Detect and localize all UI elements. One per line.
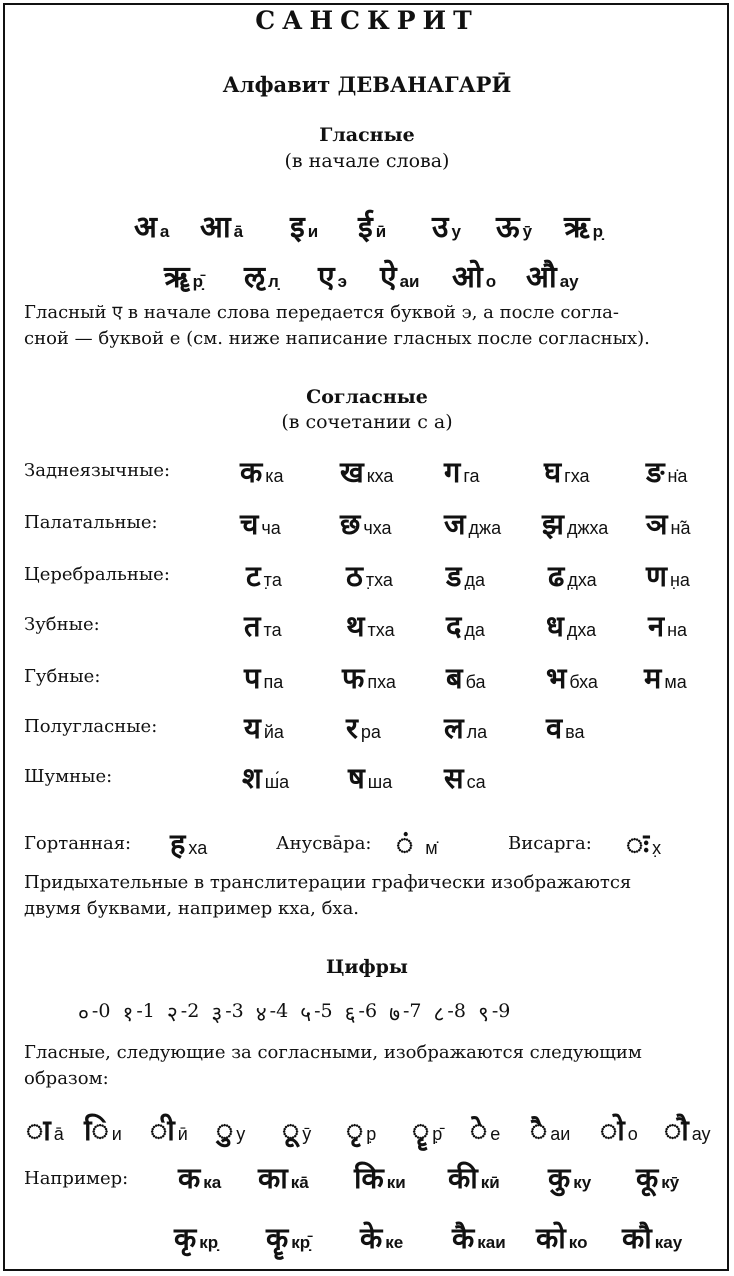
vowel-item: आ ā bbox=[200, 210, 244, 245]
vowel-sign: ा ā bbox=[26, 1113, 64, 1147]
consonant-item: व ва bbox=[546, 711, 585, 745]
consonant-item: थ тха bbox=[346, 609, 395, 643]
vowel-sign: ू ӯ bbox=[282, 1113, 312, 1147]
digit-glyph: ३ bbox=[211, 1002, 223, 1026]
visarga-item: ः х̣ bbox=[626, 827, 662, 861]
vowel-sign: ौ ау bbox=[664, 1113, 711, 1147]
example-item: की кӣ bbox=[448, 1161, 500, 1195]
consonant-item: ब ба bbox=[446, 661, 486, 695]
vowel-sign: ो о bbox=[600, 1113, 638, 1147]
vowel-item: अ a bbox=[134, 210, 170, 245]
consonant-item: च ча bbox=[240, 507, 281, 541]
digits-heading: Цифры bbox=[326, 956, 408, 978]
vowel-item: इ и bbox=[290, 210, 319, 245]
consonant-item: ज джа bbox=[444, 507, 502, 541]
example-item: को ко bbox=[536, 1221, 588, 1255]
consonant-item: ड д̣а bbox=[446, 559, 486, 593]
glottal-label: Гортанная: bbox=[24, 833, 132, 854]
vowels-heading: Гласные bbox=[319, 124, 415, 146]
page-title: САНСКРИТ bbox=[255, 6, 479, 35]
vowel-sign: ु у bbox=[216, 1113, 246, 1147]
consonant-item: ट т̣а bbox=[246, 559, 282, 593]
digit-glyph: ९ bbox=[477, 1002, 489, 1026]
consonant-item: घ гха bbox=[544, 455, 590, 489]
consonant-item: ग га bbox=[444, 455, 480, 489]
example-item: कु ку bbox=[548, 1161, 592, 1195]
example-item: का кā bbox=[258, 1161, 309, 1195]
vowel-sign: ॄ р̣̄ bbox=[412, 1113, 443, 1147]
vowel-item: ऌ л̣ bbox=[244, 260, 279, 295]
consonant-item: ध дха bbox=[546, 609, 597, 643]
vowel-item: ऊ ӯ bbox=[496, 210, 533, 245]
matras-intro: Гласные, следующие за согласными, изображаются следующим образом: bbox=[24, 1042, 642, 1089]
vowel-item: ओ о bbox=[452, 260, 497, 295]
visarga-label: Висарга: bbox=[508, 833, 592, 854]
vowels-subheading: (в начале слова) bbox=[284, 150, 450, 172]
consonant-item: प па bbox=[244, 661, 284, 695]
digit-glyph: ४ bbox=[255, 1002, 267, 1026]
vowel-item: ई ӣ bbox=[358, 210, 387, 245]
consonant-item: त та bbox=[244, 609, 282, 643]
example-label: Например: bbox=[24, 1168, 129, 1189]
example-item: कै каи bbox=[452, 1221, 506, 1255]
vowel-item: औ ау bbox=[526, 260, 579, 295]
digit-glyph: ८ bbox=[433, 1002, 445, 1026]
vowel-item: ए э bbox=[318, 260, 347, 295]
example-item: कौ кау bbox=[622, 1221, 683, 1255]
consonant-item: ञ н̃а bbox=[646, 507, 691, 541]
digit-glyph: ६ bbox=[344, 1002, 356, 1026]
consonant-item: ङ н̇а bbox=[646, 455, 688, 489]
row-label: Полугласные: bbox=[24, 716, 158, 737]
consonant-item: ठ т̣ха bbox=[346, 559, 393, 593]
consonant-item: क ка bbox=[240, 455, 284, 489]
vowel-sign: ि и bbox=[84, 1113, 122, 1147]
vowel-item: ऋ р̣ bbox=[564, 210, 603, 245]
consonant-item: ष ша bbox=[348, 761, 393, 795]
vowel-sign: ै аи bbox=[530, 1113, 571, 1147]
consonant-item: ढ д̣ха bbox=[548, 559, 597, 593]
consonant-item: न на bbox=[648, 609, 688, 643]
row-label: Палатальные: bbox=[24, 512, 158, 533]
digits-row: ० -0 १ -1 २ -2 ३ -3 ४ -4 ५ -5 ६ -6 ७ -7 ८ -8 ९ -9 bbox=[78, 1000, 511, 1026]
digit-glyph: ० bbox=[78, 1002, 89, 1026]
consonant-item: ल ла bbox=[444, 711, 488, 745]
glottal-item: ह ха bbox=[170, 827, 208, 861]
digit-glyph: ७ bbox=[389, 1002, 400, 1026]
vowel-item: ॠ р̣̄ bbox=[164, 260, 203, 295]
digit-glyph: २ bbox=[166, 1002, 178, 1026]
consonant-item: र ра bbox=[346, 711, 381, 745]
anusvara-label: Анусвāра: bbox=[276, 833, 372, 854]
consonant-item: ण н̣а bbox=[646, 559, 690, 593]
vowel-sign: ृ р̣ bbox=[346, 1113, 377, 1147]
example-item: के ке bbox=[360, 1221, 404, 1255]
row-label: Губные: bbox=[24, 666, 101, 687]
example-item: कू кӯ bbox=[636, 1161, 680, 1195]
consonant-item: श ш́а bbox=[242, 761, 290, 795]
consonant-item: द да bbox=[446, 609, 485, 643]
consonants-subheading: (в сочетании с а) bbox=[281, 411, 453, 433]
consonant-item: ख кха bbox=[340, 455, 394, 489]
row-label: Заднеязычные: bbox=[24, 460, 171, 481]
example-item: कॄ кр̣̄ bbox=[266, 1221, 311, 1255]
aspirates-note: Придыхательные в транслитерации графически изображаются двумя буквами, например кха, бха. bbox=[24, 872, 632, 919]
row-label: Шумные: bbox=[24, 766, 113, 787]
consonant-item: झ джха bbox=[542, 507, 609, 541]
vowel-sign: े е bbox=[470, 1113, 501, 1147]
vowel-item: ऐ аи bbox=[380, 260, 420, 295]
digit-glyph: १ bbox=[122, 1002, 134, 1026]
consonants-heading: Согласные bbox=[306, 386, 428, 408]
row-label: Церебральные: bbox=[24, 564, 170, 585]
alphabet-title: Алфавит ДЕВАНАГАРӢ bbox=[222, 72, 512, 97]
digit-glyph: ५ bbox=[300, 1002, 312, 1026]
consonant-item: स са bbox=[444, 761, 486, 795]
anusvara-item: ं м̇ bbox=[396, 827, 438, 861]
consonant-item: छ чха bbox=[340, 507, 392, 541]
consonant-item: य йа bbox=[244, 711, 284, 745]
consonant-item: फ пха bbox=[342, 661, 396, 695]
vowel-item: उ у bbox=[432, 210, 461, 245]
example-item: कि ки bbox=[354, 1161, 406, 1195]
example-item: कृ кр̣ bbox=[174, 1221, 219, 1255]
vowel-sign: ी ӣ bbox=[150, 1113, 188, 1147]
row-label: Зубные: bbox=[24, 614, 100, 635]
consonant-item: भ бха bbox=[546, 661, 598, 695]
consonant-item: म ма bbox=[644, 661, 687, 695]
example-item: क ка bbox=[178, 1161, 222, 1195]
vowel-note: Гласный ए в начале слова передается буквой э, а после согла- сной — буквой е (см. ниже написание гласных после согласных). bbox=[24, 302, 650, 349]
